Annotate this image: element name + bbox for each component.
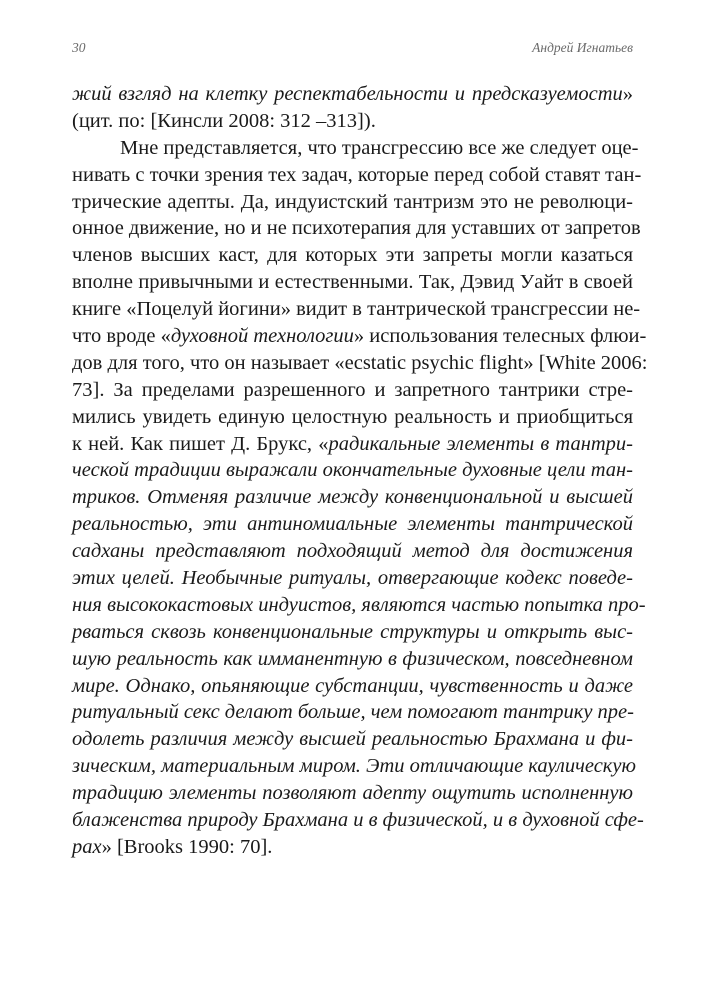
text-segment: членов высших каст, для которых эти запреты могли казаться xyxy=(72,244,633,267)
text-line xyxy=(72,646,633,673)
text-line xyxy=(72,404,633,431)
text-line xyxy=(72,619,633,646)
italic-text: рваться сквозь конвенциональные структуры и открыть выс- xyxy=(72,620,633,643)
text-segment: к ней. Как пишет Д. Брукс, « xyxy=(72,432,329,455)
text-line xyxy=(72,511,633,538)
text-line xyxy=(72,565,633,592)
italic-text: блаженства природу Брахмана и в физической, и в духовной сфе- xyxy=(72,809,644,832)
italic-text: жий взгляд на клетку респектабельности и предсказуемости xyxy=(72,83,623,105)
text-segment: нивать с точки зрения тех задач, которые перед собой ставят тан- xyxy=(72,163,642,186)
italic-text: рах xyxy=(72,835,102,858)
text-line xyxy=(72,323,647,350)
italic-text: мире. Однако, опьяняющие субстанции, чувственность и даже xyxy=(72,674,633,697)
text-line xyxy=(72,538,633,565)
italic-text: триков. Отменяя различие между конвенциональной и высшей xyxy=(72,486,633,509)
text-line xyxy=(72,484,633,511)
text-line xyxy=(72,431,633,458)
text-segment: вполне привычными и естественными. Так, Дэвид Уайт в своей xyxy=(72,271,633,294)
italic-text: духовной технологии xyxy=(170,325,354,348)
italic-text: этих целей. Необычные ритуалы, отвергающие кодекс поведе- xyxy=(72,567,633,590)
text-line xyxy=(72,377,633,404)
text-segment: дов для того, что он называет «ecstatic psychic flight» [White 2006: xyxy=(72,351,648,374)
italic-text: шую реальность как имманентную в физическом, повседневном xyxy=(72,647,633,670)
text-line xyxy=(72,189,633,216)
running-head-author: Андрей Игнатьев xyxy=(532,40,633,55)
text-line xyxy=(72,108,633,135)
text-line xyxy=(72,162,642,189)
italic-text: одолеть различия между высшей реальностью Брахмана и фи- xyxy=(72,728,633,751)
italic-text: ния высококастовых индуистов, являются частью попытка про- xyxy=(72,593,646,616)
text-segment: » использования телесных флюи- xyxy=(353,325,647,348)
text-line xyxy=(72,807,644,834)
text-line xyxy=(72,242,633,269)
text-line xyxy=(72,296,641,323)
text-segment: трические адепты. Да, индуистский тантризм это не революци- xyxy=(72,190,633,213)
text-segment: онное движение, но и не психотерапия для уставших от запретов xyxy=(72,217,641,240)
text-line xyxy=(72,673,633,700)
page-header xyxy=(72,40,633,60)
italic-text: традицию элементы позволяют адепту ощутить исполненную xyxy=(72,782,633,805)
text-line xyxy=(72,592,646,619)
text-segment: книге «Поцелуй йогини» видит в тантрической трансгрессии не- xyxy=(72,298,641,321)
text-segment: (цит. по: [Кинсли 2008: 312 –313]). xyxy=(72,109,376,132)
italic-text: ческой традиции выражали окончательные духовные цели тан- xyxy=(72,459,633,482)
text-segment: Мне представляется, что трансгрессию все же следует оце- xyxy=(120,136,639,159)
italic-text: радикальные элементы в тантри- xyxy=(328,432,633,455)
italic-text: садханы представляют подходящий метод для достижения xyxy=(72,540,633,563)
text-segment: 73]. За пределами разрешенного и запретного тантрики стре- xyxy=(72,378,633,401)
text-line xyxy=(72,81,633,108)
text-line xyxy=(72,780,633,807)
text-line xyxy=(72,457,633,484)
text-line xyxy=(72,699,633,726)
page-number: 30 xyxy=(72,40,86,55)
text-segment: мились увидеть единую целостную реальность и приобщиться xyxy=(72,405,633,428)
italic-text: зическим, материальным миром. Эти отличающие каулическую xyxy=(72,755,636,778)
text-line xyxy=(72,726,633,753)
italic-text: ритуальный секс делают больше, чем помогают тантрику пре- xyxy=(72,701,634,724)
text-line xyxy=(72,215,641,242)
text-line xyxy=(72,834,633,861)
text-line xyxy=(72,753,636,780)
italic-text: реальностью, эти антиномиальные элементы тантрической xyxy=(72,513,633,536)
text-line xyxy=(72,269,633,296)
text-segment: » xyxy=(622,83,633,105)
text-segment: что вроде « xyxy=(72,325,171,348)
text-segment: » [Brooks 1990: 70]. xyxy=(101,835,273,858)
text-line xyxy=(72,350,648,377)
text-line xyxy=(72,135,639,162)
body-text xyxy=(72,81,648,861)
